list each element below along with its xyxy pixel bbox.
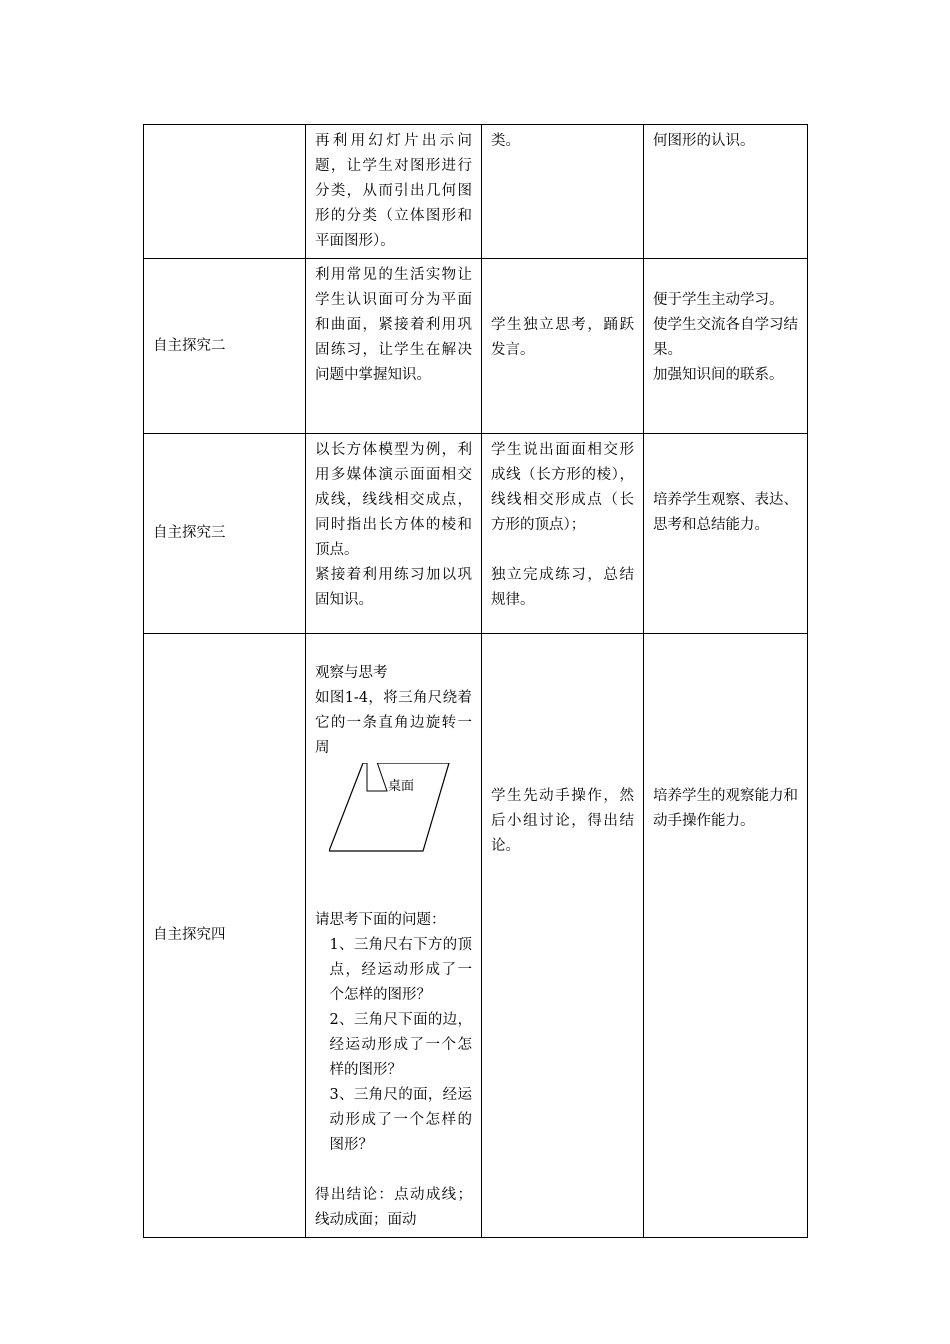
teacher-text: 紧接着利用练习加以巩固知识。: [315, 567, 472, 608]
purpose-cell: [644, 125, 808, 259]
teacher-text: 再利用幻灯片出示问题，让学生对图形进行分类，从而引出几何图形的分类（立体图形和平面图形）。: [315, 133, 472, 249]
teacher-activity-cell: [306, 125, 482, 259]
teacher-activity-cell: [306, 259, 482, 434]
student-activity-cell: [482, 434, 644, 634]
question-item: 3、三角尺的面，经运动形成了一个怎样的图形？: [329, 1087, 472, 1153]
student-activity-cell: [482, 634, 644, 1238]
teacher-text: 利用常见的生活实物让学生认识面可分为平面和曲面，紧接着利用巩固练习，让学生在解决问题中掌握知识。: [315, 267, 472, 383]
student-text: 类。: [491, 133, 520, 149]
purpose-text: 便于学生主动学习。: [653, 292, 784, 308]
stage-cell: [144, 125, 306, 259]
purpose-text: 加强知识间的联系。: [653, 367, 784, 383]
question-item: 2、三角尺下面的边，经运动形成了一个怎样的图形？: [329, 1012, 472, 1078]
stage-cell: 自主探究二: [144, 259, 306, 434]
student-text: 学生独立思考，踊跃发言。: [491, 317, 634, 358]
student-activity-cell: [482, 259, 644, 434]
student-text: 学生先动手操作，然后小组讨论，得出结论。: [491, 788, 634, 854]
rotation-figure: [315, 763, 472, 883]
purpose-cell: [644, 434, 808, 634]
purpose-text: 培养学生的观察能力和动手操作能力。: [653, 788, 798, 829]
table-row: [144, 125, 808, 259]
student-text: 学生说出面面相交形成线（长方形的棱），线线相交形成点（长方形的顶点）；: [491, 442, 634, 533]
desk-label: 桌面: [388, 779, 415, 794]
observe-title: 观察与思考: [315, 665, 388, 681]
teacher-text: 如图1-4，将三角尺绕着它的一条直角边旋转一周: [315, 690, 472, 756]
lesson-plan-table: [143, 124, 808, 1238]
stage-cell: 自主探究四: [144, 634, 306, 1238]
questions-title: 请思考下面的问题：: [315, 912, 446, 928]
teacher-text: 以长方体模型为例，利用多媒体演示面面相交成线，线线相交成点，同时指出长方体的棱和顶点。: [315, 442, 472, 558]
teacher-activity-cell: [306, 634, 482, 1238]
table-row: [144, 434, 808, 634]
purpose-text: 何图形的认识。: [653, 133, 755, 149]
student-text: 独立完成练习，总结规律。: [491, 567, 634, 608]
teacher-activity-cell: [306, 434, 482, 634]
purpose-text: 培养学生观察、表达、思考和总结能力。: [653, 492, 798, 533]
purpose-cell: [644, 259, 808, 434]
purpose-text: 使学生交流各自学习结果。: [653, 317, 798, 358]
purpose-cell: [644, 634, 808, 1238]
table-row: [144, 634, 808, 1238]
question-item: 1、三角尺右下方的顶点，经运动形成了一个怎样的图形？: [329, 937, 472, 1003]
student-activity-cell: [482, 125, 644, 259]
table-row: [144, 259, 808, 434]
conclusion-text: 得出结论：点动成线；线动成面；面动: [315, 1187, 472, 1228]
stage-cell: 自主探究三: [144, 434, 306, 634]
